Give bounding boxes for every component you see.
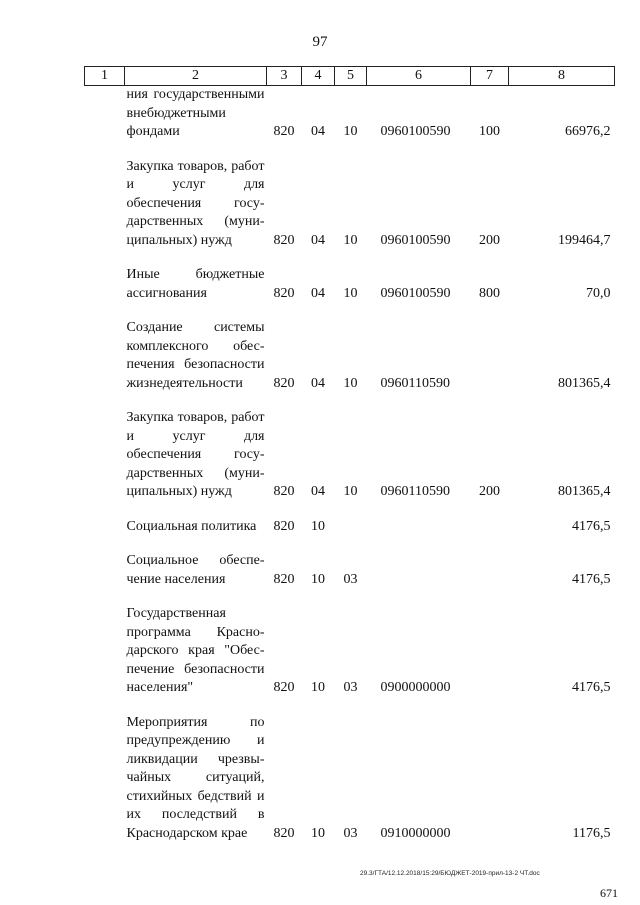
section-code: 04 bbox=[311, 232, 325, 248]
amount: 4176,5 bbox=[572, 518, 611, 534]
item-name: ния государственными внебюджетными фондами bbox=[126, 87, 265, 139]
item-name: Закупка товаров, работ и услуг для обеспечения государственных (муниципальных) нужд bbox=[126, 410, 265, 499]
column-header: 5 bbox=[335, 67, 367, 86]
column-header: 1 bbox=[85, 67, 125, 86]
section-code: 10 bbox=[311, 571, 325, 587]
column-header: 3 bbox=[267, 67, 302, 86]
expense-type-code bbox=[471, 518, 509, 537]
section-code: 04 bbox=[311, 285, 325, 301]
document-file-code: 29.3/ГТА/12.12.2018/15:29/БЮДЖЕТ-2019-прил-13-2 ЧТ.doc bbox=[360, 870, 540, 877]
table-row bbox=[85, 552, 615, 589]
section-code: 04 bbox=[311, 484, 325, 499]
ministry-code: 820 bbox=[273, 680, 295, 695]
target-article-code bbox=[367, 552, 471, 589]
expense-type-code bbox=[471, 714, 509, 844]
ministry-code: 820 bbox=[273, 375, 295, 391]
ministry-code: 820 bbox=[273, 571, 295, 587]
expense-type-code: 800 bbox=[479, 285, 500, 301]
ministry-code: 820 bbox=[273, 825, 295, 841]
amount: 801365,4 bbox=[558, 375, 611, 391]
amount: 801365,4 bbox=[558, 484, 611, 499]
subsection-code: 03 bbox=[343, 571, 358, 587]
expense-type-code: 200 bbox=[479, 232, 500, 248]
column-header: 8 bbox=[509, 67, 615, 86]
table-row bbox=[85, 86, 615, 142]
table-row bbox=[85, 266, 615, 303]
amount: 70,0 bbox=[586, 285, 611, 301]
ministry-code: 820 bbox=[273, 484, 295, 499]
item-name: Создание системы комплексного обеспечения безопасности жизнедеятельности bbox=[126, 320, 265, 391]
item-name: Социальное обеспечение населения bbox=[126, 553, 265, 587]
subsection-code: 03 bbox=[343, 680, 358, 695]
target-article-code: 0960100590 bbox=[380, 232, 451, 248]
expense-type-code bbox=[471, 605, 509, 698]
section-code: 10 bbox=[311, 680, 325, 695]
expense-type-code: 200 bbox=[479, 484, 500, 499]
item-name: Социальная политика bbox=[126, 518, 257, 534]
subsection-code: 10 bbox=[343, 375, 358, 391]
amount: 199464,7 bbox=[558, 232, 611, 248]
target-article-code: 0960110590 bbox=[380, 375, 450, 391]
table-row bbox=[85, 714, 615, 844]
section-code: 10 bbox=[311, 825, 325, 841]
column-header: 6 bbox=[367, 67, 471, 86]
table-header bbox=[85, 67, 615, 86]
section-code: 04 bbox=[311, 375, 325, 391]
table-row bbox=[85, 158, 615, 251]
ministry-code: 820 bbox=[273, 285, 295, 301]
table-row bbox=[85, 409, 615, 502]
expense-type-code bbox=[471, 552, 509, 589]
table-body bbox=[85, 86, 615, 844]
target-article-code: 0960110590 bbox=[380, 484, 450, 499]
subsection-code: 10 bbox=[343, 124, 358, 139]
subsection-code: 03 bbox=[343, 825, 358, 841]
subsection-code: 10 bbox=[343, 285, 358, 301]
page-number: 97 bbox=[312, 34, 328, 50]
item-name: Иные бюджетные ассигнования bbox=[126, 267, 265, 301]
ministry-code: 820 bbox=[273, 518, 295, 534]
budget-table bbox=[84, 66, 615, 843]
expense-type-code: 100 bbox=[479, 124, 500, 139]
column-header: 4 bbox=[302, 67, 335, 86]
target-article-code: 0900000000 bbox=[380, 680, 451, 695]
table-row bbox=[85, 518, 615, 537]
subsection-code: 10 bbox=[343, 484, 358, 499]
amount: 4176,5 bbox=[572, 680, 611, 695]
table-row bbox=[85, 319, 615, 393]
target-article-code: 0960100590 bbox=[380, 285, 451, 301]
amount: 4176,5 bbox=[572, 571, 611, 587]
item-name: Закупка товаров, работ и услуг для обеспечения государственных (муниципальных) нужд bbox=[126, 158, 265, 248]
column-header: 7 bbox=[471, 67, 509, 86]
sheet-number: 671 bbox=[600, 886, 618, 900]
target-article-code: 0910000000 bbox=[380, 825, 451, 841]
ministry-code: 820 bbox=[273, 232, 295, 248]
section-code: 04 bbox=[311, 124, 325, 139]
column-header: 2 bbox=[125, 67, 267, 86]
item-name: Государственная программа Краснодарского края "Обеспечение безопасности населения" bbox=[126, 606, 265, 695]
item-name: Мероприятия по предупреждению и ликвидации чрезвычайных ситуаций, стихийных бедствий и их последствий в Краснодарском крае bbox=[126, 714, 265, 841]
target-article-code bbox=[367, 518, 471, 537]
target-article-code: 0960100590 bbox=[380, 124, 451, 139]
subsection-code bbox=[335, 518, 367, 537]
section-code: 10 bbox=[311, 518, 325, 534]
amount: 1176,5 bbox=[572, 825, 611, 841]
subsection-code: 10 bbox=[343, 232, 358, 248]
ministry-code: 820 bbox=[273, 124, 295, 139]
amount: 66976,2 bbox=[565, 124, 611, 139]
table-row bbox=[85, 605, 615, 698]
expense-type-code bbox=[471, 319, 509, 393]
